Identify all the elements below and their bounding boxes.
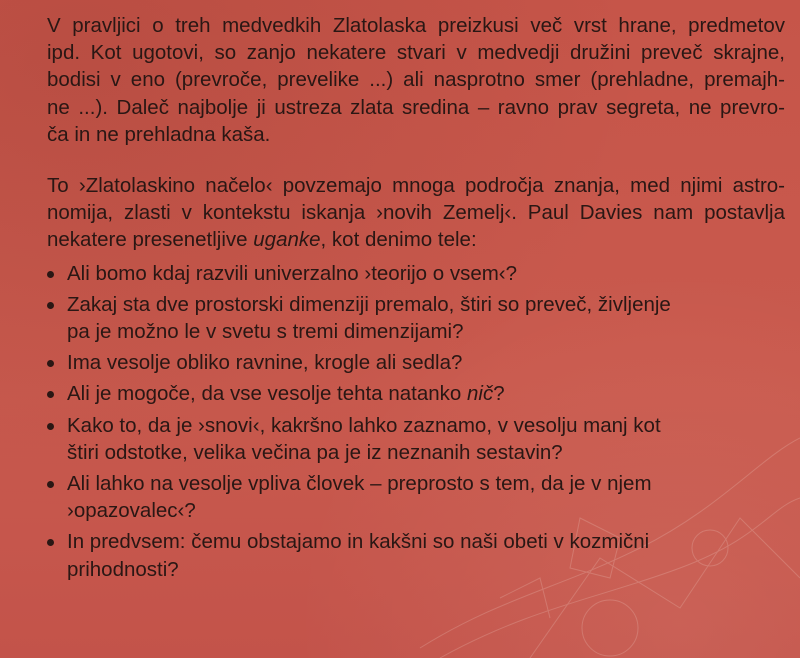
principle-line: [47, 226, 785, 253]
question-text: ›opazovalec‹?: [67, 499, 196, 523]
principle-line: To ›Zlatolaskino načelo‹ povzemajo mnoga področja znanja, med njimi astro-: [47, 174, 785, 198]
bullet-icon: [47, 481, 54, 488]
question-text: Zakaj sta dve prostorski dimenziji premalo, štiri so preveč, življenje: [67, 292, 671, 316]
description-text: [47, 12, 785, 587]
question-text: Ima vesolje obliko ravnine, krogle ali sedla?: [67, 351, 463, 375]
question-text: [67, 380, 785, 407]
intro-line: V pravljici o treh medvedkih Zlatolaska preizkusi več vrst hrane, predmetov: [47, 14, 785, 37]
question-text: In predvsem: čemu obstajamo in kakšni so naši obeti v kozmični: [67, 530, 650, 554]
bullet-icon: [47, 271, 54, 278]
intro-paragraph: [47, 12, 785, 148]
bullet-icon: [47, 423, 54, 430]
list-item: [47, 528, 785, 582]
intro-line: ča in ne prehladna kaša.: [47, 122, 271, 146]
emphasis-nic: nič: [467, 382, 494, 406]
list-item: [47, 349, 785, 376]
question-text: štiri odstotke, velika večina pa je iz neznanih sestavin?: [67, 440, 563, 464]
question-text-start: Ali je mogoče, da vse vesolje tehta natanko: [67, 382, 467, 406]
bullet-icon: [47, 391, 54, 398]
intro-line: ipd. Kot ugotovi, so zanjo nekatere stvari v medvedji družini preveč skrajne,: [47, 41, 785, 65]
question-text: prihodnosti?: [67, 557, 179, 581]
intro-line: ne ...). Daleč najbolje ji ustreza zlata sredina – ravno prav segreta, ne prevro-: [47, 95, 785, 119]
list-item: [47, 291, 785, 345]
question-text: Ali lahko na vesolje vpliva človek – preprosto s tem, da je v njem: [67, 472, 652, 496]
principle-line-end: , kot denimo tele:: [320, 228, 477, 252]
list-item: [47, 380, 785, 407]
bullet-icon: [47, 302, 54, 309]
question-text: Kako to, da je ›snovi‹, kakršno lahko zaznamo, v vesolju manj kot: [67, 413, 661, 437]
principle-paragraph: [47, 172, 785, 254]
list-item: [47, 260, 785, 287]
question-list: [47, 260, 785, 583]
principle-line: nomija, zlasti v kontekstu iskanja ›novih Zemelj‹. Paul Davies nam postavlja: [47, 201, 785, 225]
bullet-icon: [47, 360, 54, 367]
principle-line-start: nekatere presenetljive: [47, 228, 254, 252]
list-item: [47, 470, 785, 524]
intro-line: bodisi v eno (prevroče, prevelike ...) ali nasprotno smer (prehladne, premajh-: [47, 68, 785, 92]
bullet-icon: [47, 539, 54, 546]
question-text: pa je možno le v svetu s tremi dimenzijami?: [67, 320, 464, 344]
question-text-end: ?: [493, 382, 505, 406]
emphasis-uganke: uganke: [253, 228, 321, 252]
list-item: [47, 412, 785, 466]
question-text: Ali bomo kdaj razvili univerzalno ›teorijo o vsem‹?: [67, 261, 518, 285]
